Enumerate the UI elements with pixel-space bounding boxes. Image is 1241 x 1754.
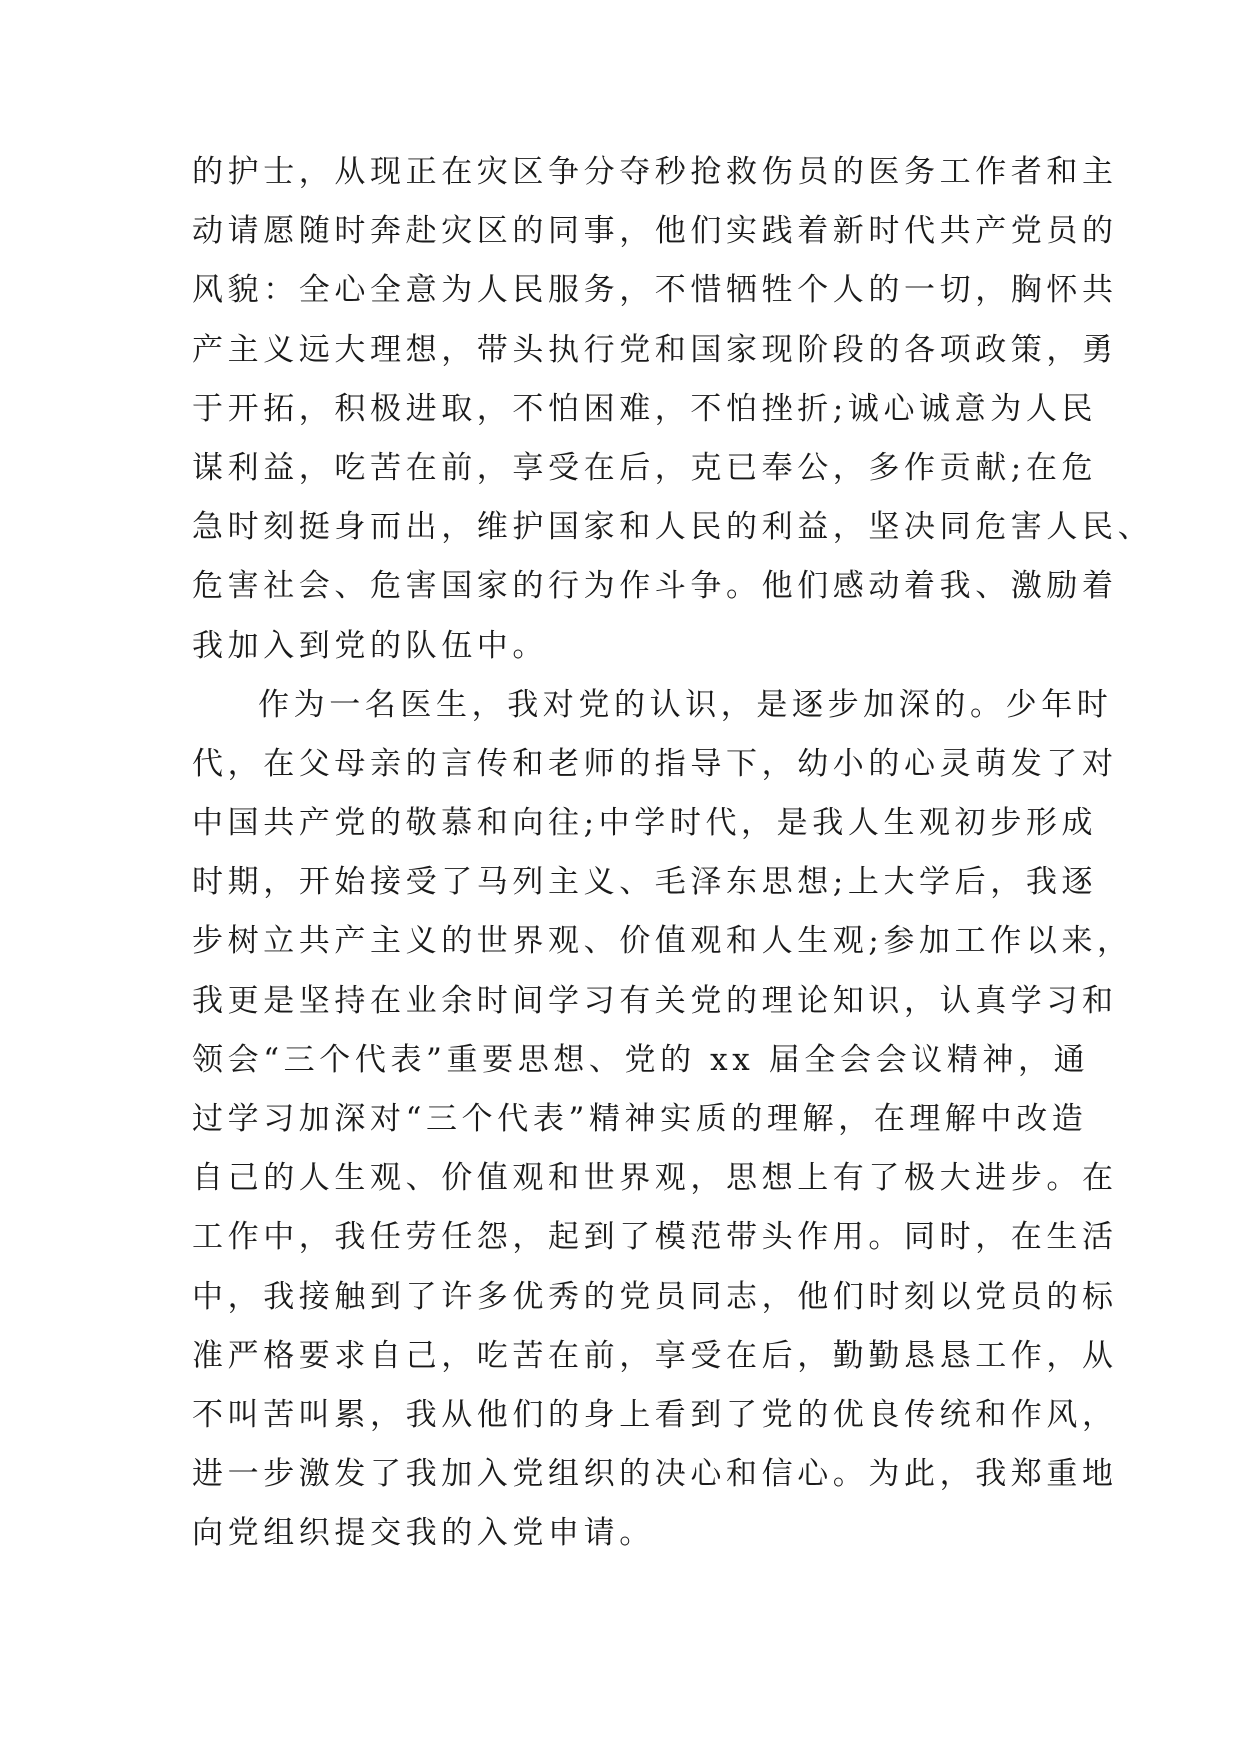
- paragraph-start-line: 作为一名医生，我对党的认识，是逐步加深的。少年时: [258, 686, 1113, 723]
- text-line: 危害社会、危害国家的行为作斗争。他们感动着我、激励着: [192, 568, 1118, 605]
- body-text: [192, 143, 1154, 1564]
- text-line: 工作中，我任劳任怨，起到了模范带头作用。同时，在生活: [192, 1219, 1118, 1256]
- text-line: 急时刻挺身而出，维护国家和人民的利益，坚决同危害人民、: [192, 509, 1154, 546]
- text-line: 进一步激发了我加入党组织的决心和信心。为此，我郑重地: [192, 1456, 1118, 1493]
- text-line: 向党组织提交我的入党申请。: [192, 1515, 655, 1552]
- text-line: 步树立共产主义的世界观、价值观和人生观;参加工作以来，: [192, 923, 1133, 960]
- text-line: 于开拓，积极进取，不怕困难，不怕挫折;诚心诚意为人民: [192, 390, 1098, 427]
- text-line: 风貌：全心全意为人民服务，不惜牺牲个人的一切，胸怀共: [192, 272, 1118, 309]
- text-line: 过学习加深对“三个代表”精神实质的理解，在理解中改造: [192, 1101, 1088, 1137]
- text-line: 谋利益，吃苦在前，享受在后，克已奉公，多作贡献;在危: [192, 449, 1098, 486]
- text-line: 中国共产党的敬慕和向往;中学时代，是我人生观初步形成: [192, 805, 1098, 842]
- text-line: 代，在父母亲的言传和老师的指导下，幼小的心灵萌发了对: [192, 745, 1118, 782]
- text-line: 我更是坚持在业余时间学习有关党的理论知识，认真学习和: [192, 982, 1118, 1019]
- text-line: 我加入到党的队伍中。: [192, 627, 548, 664]
- text-line: 不叫苦叫累，我从他们的身上看到了党的优良传统和作风，: [192, 1396, 1118, 1433]
- text-line: 中，我接触到了许多优秀的党员同志，他们时刻以党员的标: [192, 1278, 1118, 1315]
- text-line: 产主义远大理想，带头执行党和国家现阶段的各项政策，勇: [192, 331, 1118, 368]
- text-line: 时期，开始接受了马列主义、毛泽东思想;上大学后，我逐: [192, 864, 1098, 901]
- text-line: 的护士，从现正在灾区争分夺秒抢救伤员的医务工作者和主: [192, 154, 1118, 190]
- text-line: 准严格要求自己，吃苦在前，享受在后，勤勤恳恳工作，从: [192, 1337, 1118, 1374]
- text-line: 自己的人生观、价值观和世界观，思想上有了极大进步。在: [192, 1160, 1118, 1197]
- text-line: 领会“三个代表”重要思想、党的 xx 届全会会议精神，通: [192, 1041, 1090, 1078]
- text-line: 动请愿随时奔赴灾区的同事，他们实践着新时代共产党员的: [192, 213, 1118, 250]
